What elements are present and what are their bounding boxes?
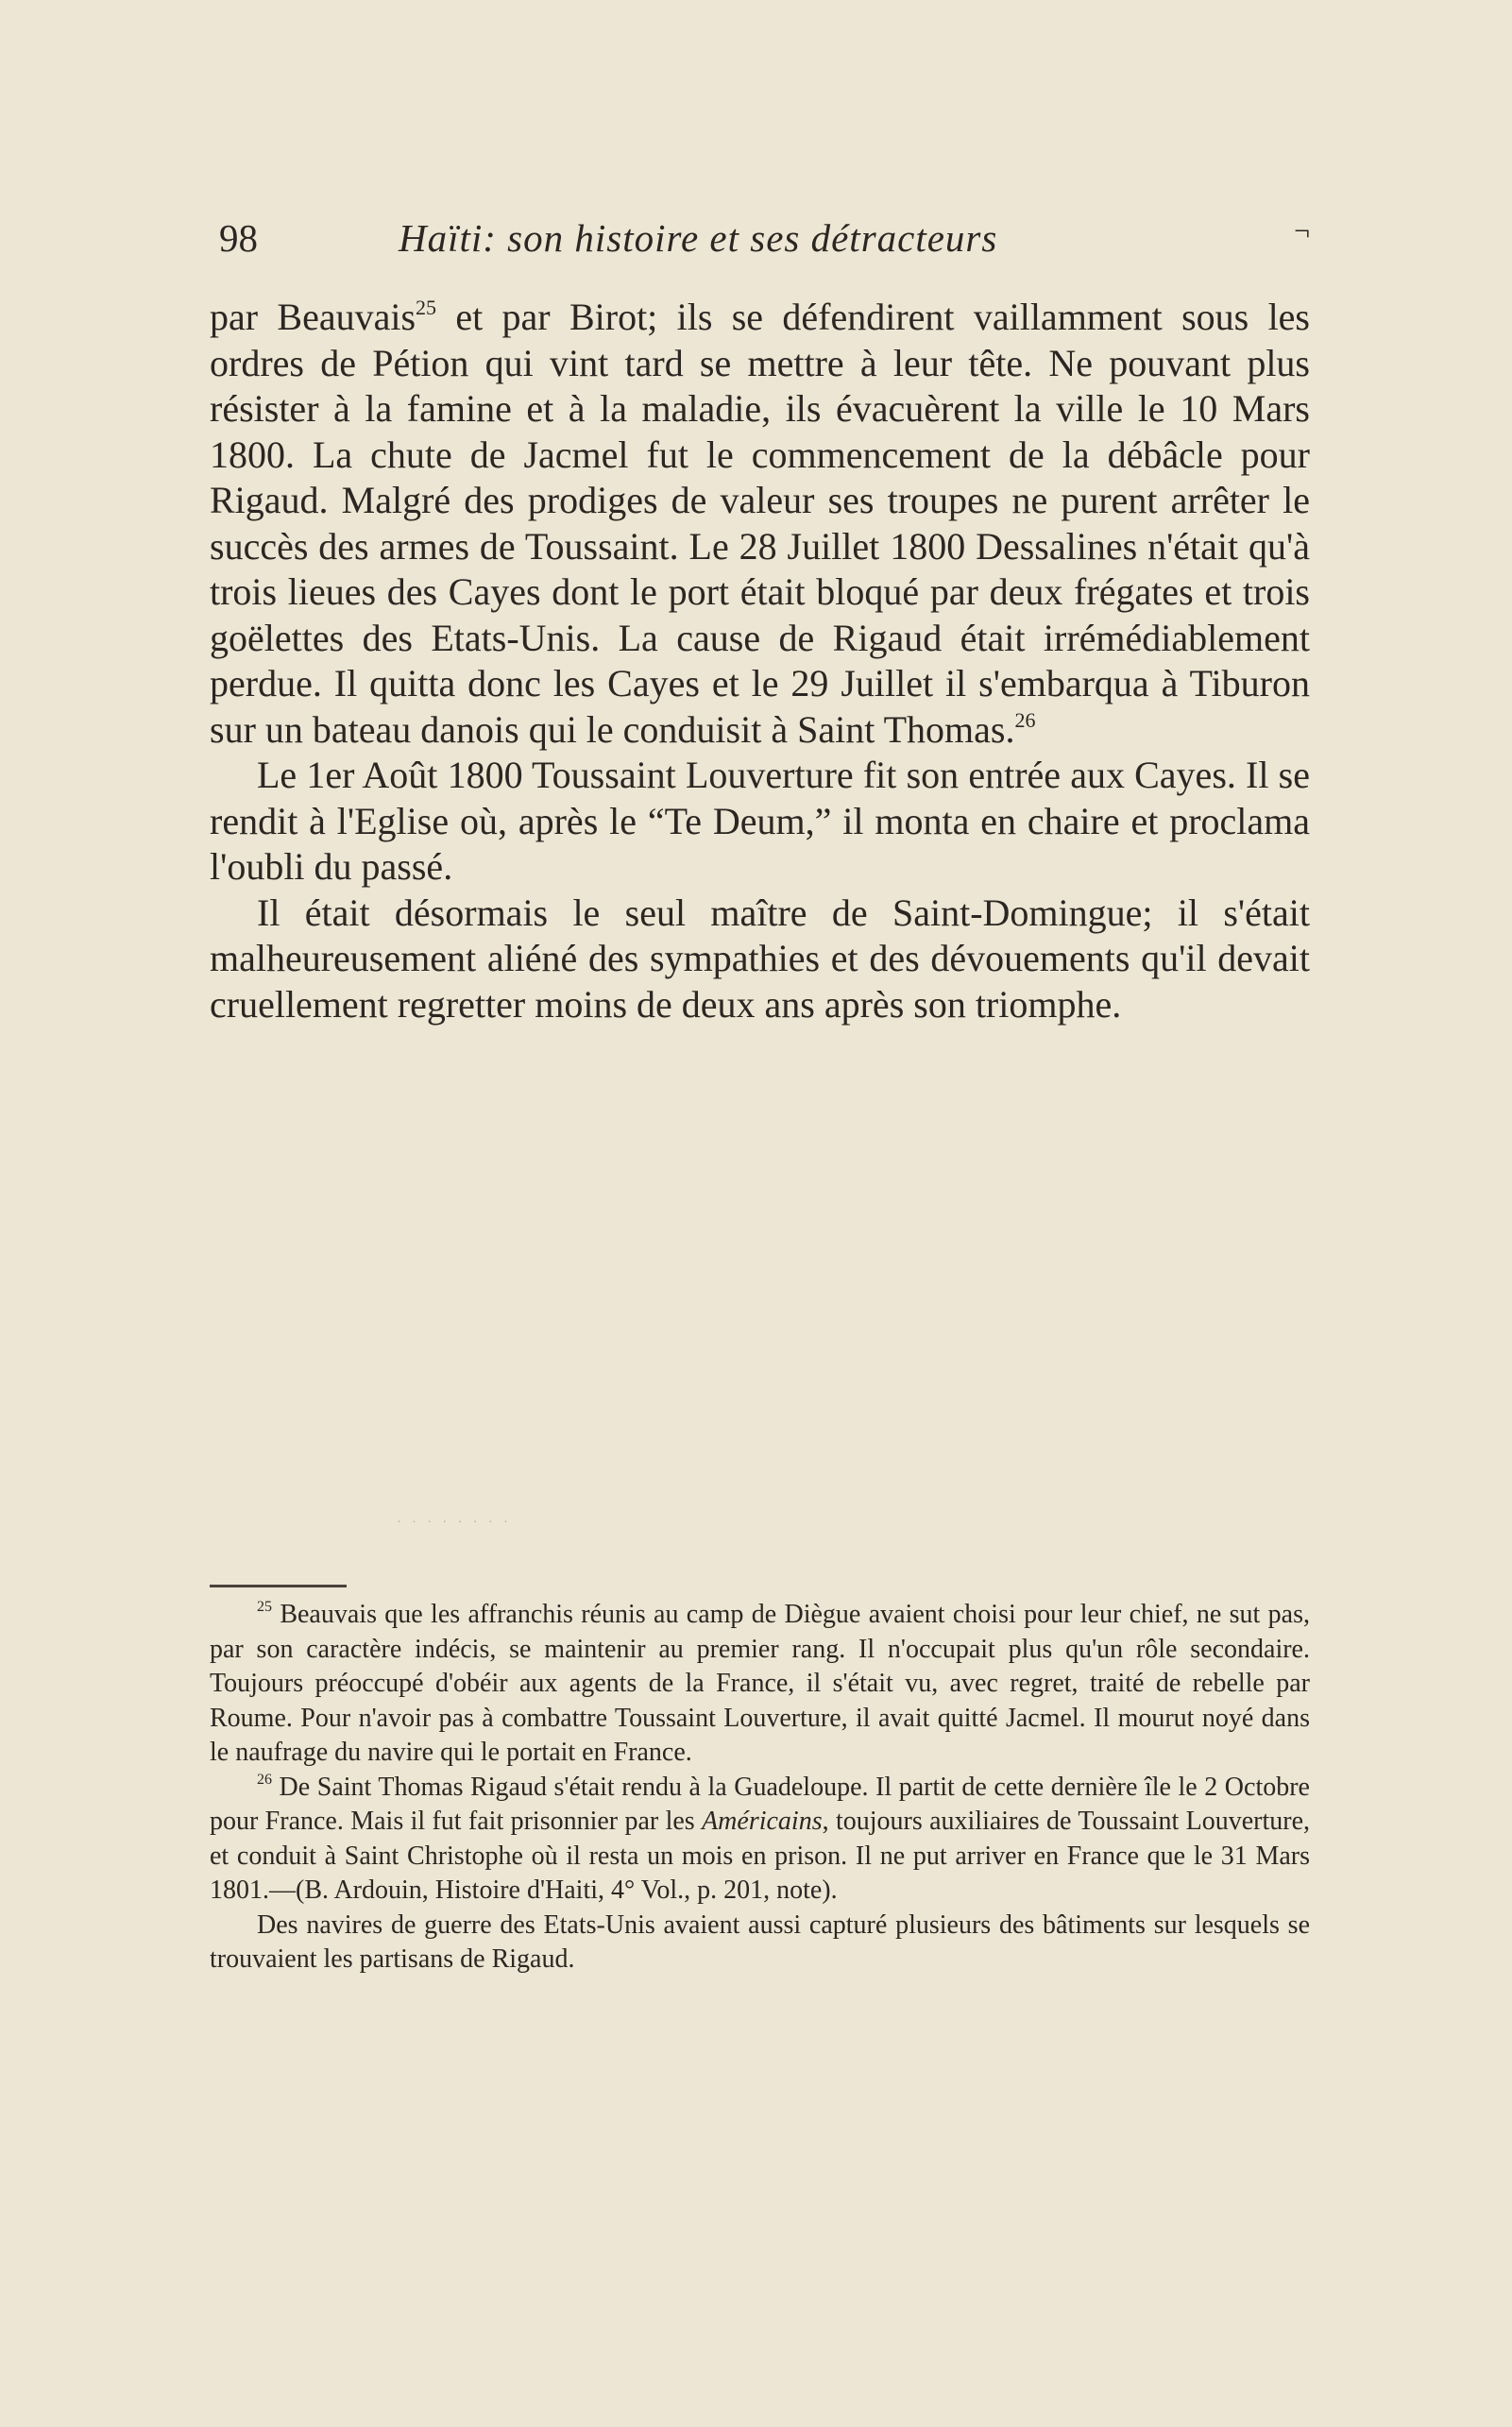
faint-print-marks: · · · · · · · · <box>397 1516 512 1530</box>
paragraph-3: Il était désormais le seul maître de Saint-Domingue; il s'était malheureusement aliéné des sympathies et des dévouements qu'il devait cruellement regretter moins de deux ans après son triomphe. <box>210 891 1310 1026</box>
paragraph-1-text: et par Birot; ils se défendirent vaillamment sous les ordres de Pétion qui vint tard se mettre à leur tête. Ne pouvant plus résister à la famine et à la maladie, ils évacuèrent la ville le 10 Mars 1800. La chute de Jacmel fut le commencement de la débâcle pour Rigaud. Malgré des prodiges de valeur ses troupes ne purent arrêter le succès des armes de Toussaint. Le 28 Juillet 1800 Dessalines n'était qu'à trois lieues des Cayes dont le port était bloqué par deux frégates et trois goëlettes des Etats-Unis. La cause de Rigaud était irrémédiablement perdue. Il quitta donc les Cayes et le 29 Juillet il s'embarqua à Tiburon sur un bateau danois qui le conduisit à Saint Thomas. <box>210 296 1311 751</box>
footnote-26-number: 26 <box>257 1771 272 1788</box>
footnote-25-number: 25 <box>257 1599 272 1615</box>
main-text <box>210 295 1310 1027</box>
footnote-ref-25: 25 <box>416 296 437 319</box>
footnote-extra: Des navires de guerre des Etats-Unis avaient aussi capturé plusieurs des bâtiments sur lesquels se trouvaient les partisans de Rigaud. <box>210 1909 1310 1974</box>
footnote-26-text-a: De Saint Thomas Rigaud s'était rendu à la Guadeloupe. Il partit de cette dernière île le 2 Octobre pour France. Mais il fut fait prisonnier par les <box>210 1772 1310 1836</box>
footnote-ref-26: 26 <box>1014 707 1036 732</box>
running-title: Haïti: son histoire et ses détracteurs <box>399 216 998 260</box>
footnote-divider <box>210 1585 347 1587</box>
paragraph-1 <box>210 295 1310 753</box>
paragraph-1-start: par Beauvais <box>210 296 416 338</box>
paragraph-2: Le 1er Août 1800 Toussaint Louverture fit son entrée aux Cayes. Il se rendit à l'Eglise où, après le “Te Deum,” il monta en chaire et proclama l'oubli du passé. <box>210 754 1310 888</box>
page-number: 98 <box>219 216 258 260</box>
footnote-26-emphasis: Américains <box>702 1807 823 1836</box>
footnote-26-text-b: , toujours auxiliaires de Toussaint Louverture, et conduit à Saint Christophe où il resta un mois en prison. Il ne put arriver en France que le 31 Mars 1801.—(B. Ardouin, Histoire d'Haiti, 4° Vol., p. 201, note). <box>210 1807 1310 1905</box>
footnote-26 <box>210 1771 1310 1909</box>
footnote-25-text: Beauvais que les affranchis réunis au camp de Diègue avaient choisi pour leur chief, ne sut pas, par son caractère indécis, se maintenir au premier rang. Il n'occupait plus qu'un rôle secondaire. Toujours préoccupé d'obéir aux agents de la France, il s'était vu, avec regret, traité de rebelle par Roume. Pour n'avoir pas à combattre Toussaint Louverture, il avait quitté Jacmel. Il mourut noyé dans le naufrage du navire qui le portait en France. <box>210 1600 1310 1767</box>
corner-mark: ¬ <box>1294 215 1310 246</box>
footnote-25 <box>210 1598 1310 1771</box>
footnotes <box>210 1598 1310 1977</box>
page-header <box>219 215 1310 272</box>
